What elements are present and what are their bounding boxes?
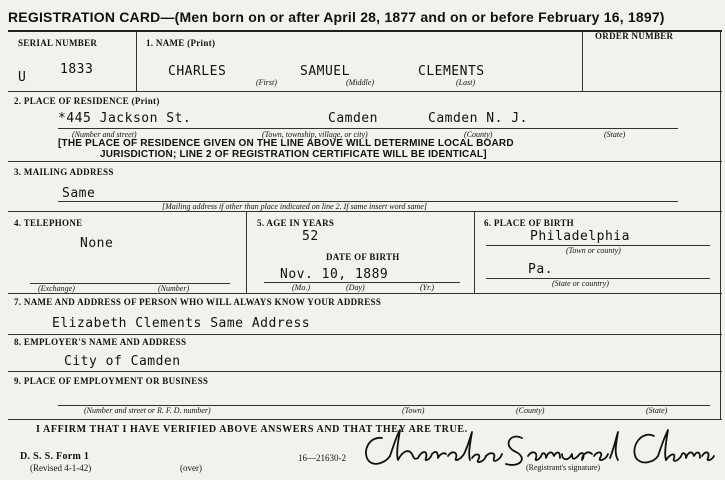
rule-after-employment (8, 419, 722, 420)
age-label: 5. AGE IN YEARS (257, 218, 335, 228)
form-revised: (Revised 4-1-42) (30, 463, 92, 473)
contact-value: Elizabeth Clements Same Address (52, 316, 311, 331)
rule-after-employer (8, 371, 722, 372)
signature-caption: (Registrant's signature) (526, 463, 601, 472)
form-number: D. S. S. Form 1 (20, 451, 90, 462)
telephone-exchange-caption: (Exchange) (38, 284, 75, 293)
residence-street: *445 Jackson St. (58, 111, 192, 126)
dob-mo-caption: (Mo.) (292, 283, 310, 292)
serial-value: 1833 (60, 62, 94, 77)
employment-street-caption: (Number and street or R. F. D. number) (84, 406, 211, 415)
residence-town: Camden (328, 111, 378, 126)
residence-town-caption: (Town, township, village, or city) (262, 130, 368, 139)
birthplace-label: 6. PLACE OF BIRTH (484, 218, 574, 228)
employer-value: City of Camden (64, 354, 181, 369)
employment-label: 9. PLACE OF EMPLOYMENT OR BUSINESS (14, 376, 209, 386)
residence-state-caption: (State) (604, 130, 626, 139)
affirmation-text: I AFFIRM THAT I HAVE VERIFIED ABOVE ANSWERS AND THAT THEY ARE TRUE. (36, 424, 468, 435)
dob-day-caption: (Day) (346, 283, 365, 292)
name-label: 1. NAME (Print) (146, 38, 216, 48)
dob-value: Nov. 10, 1889 (280, 267, 389, 282)
divider-age (474, 212, 475, 293)
rule-after-contact (8, 334, 722, 335)
name-middle-caption: (Middle) (346, 78, 374, 87)
serial-label: SERIAL NUMBER (18, 38, 98, 48)
employment-county-caption: (County) (516, 406, 545, 415)
telephone-number-caption: (Number) (158, 284, 190, 293)
birthplace-town-caption: (Town or county) (566, 246, 621, 255)
residence-label: 2. PLACE OF RESIDENCE (Print) (14, 96, 160, 106)
birthplace-state-caption: (State or country) (552, 279, 609, 288)
telephone-label: 4. TELEPHONE (14, 218, 83, 228)
mailing-label: 3. MAILING ADDRESS (14, 167, 114, 177)
residence-note-line1: [THE PLACE OF RESIDENCE GIVEN ON THE LINE ABOVE WILL DETERMINE LOCAL BOARD (58, 138, 514, 149)
birthplace-state: Pa. (528, 262, 553, 277)
mailing-value: Same (62, 186, 96, 201)
residence-note-line2: JURISDICTION; LINE 2 OF REGISTRATION CERTIFICATE WILL BE IDENTICAL] (100, 149, 487, 160)
divider-right (720, 31, 721, 419)
rule-after-name (8, 91, 722, 92)
name-middle: SAMUEL (300, 64, 350, 79)
employment-state-caption: (State) (646, 406, 668, 415)
contact-label: 7. NAME AND ADDRESS OF PERSON WHO WILL ALWAYS KNOW YOUR ADDRESS (14, 297, 382, 307)
employment-town-caption: (Town) (402, 406, 425, 415)
name-last-caption: (Last) (456, 78, 476, 87)
age-value: 52 (302, 229, 319, 244)
telephone-value: None (80, 236, 114, 251)
residence-underline (58, 128, 678, 129)
divider-serial (136, 31, 137, 91)
divider-order (582, 31, 583, 91)
divider-telephone (246, 212, 247, 293)
serial-prefix: U (18, 70, 27, 85)
mailing-caption: [Mailing address if other than place indicated on line 2. If same insert word same] (162, 202, 427, 211)
order-label: ORDER NUMBER (595, 31, 674, 41)
residence-county-caption: (County) (464, 130, 493, 139)
residence-county: Camden N. J. (428, 111, 528, 126)
employer-label: 8. EMPLOYER'S NAME AND ADDRESS (14, 337, 187, 347)
name-first-caption: (First) (256, 78, 277, 87)
form-over: (over) (180, 463, 202, 473)
rule-after-residence (8, 161, 722, 162)
card-title: REGISTRATION CARD—(Men born on or after April 28, 1877 and on or before February 16, 1897) (8, 9, 665, 25)
rule-after-mailing (8, 211, 722, 212)
name-last: CLEMENTS (418, 64, 485, 79)
residence-street-caption: (Number and street) (72, 130, 137, 139)
dob-label: DATE OF BIRTH (326, 252, 400, 262)
rule-after-birth (8, 293, 722, 294)
form-code: 16—21630-2 (298, 453, 346, 463)
birthplace-town: Philadelphia (530, 229, 630, 244)
name-first: CHARLES (168, 64, 227, 79)
dob-yr-caption: (Yr.) (420, 283, 435, 292)
